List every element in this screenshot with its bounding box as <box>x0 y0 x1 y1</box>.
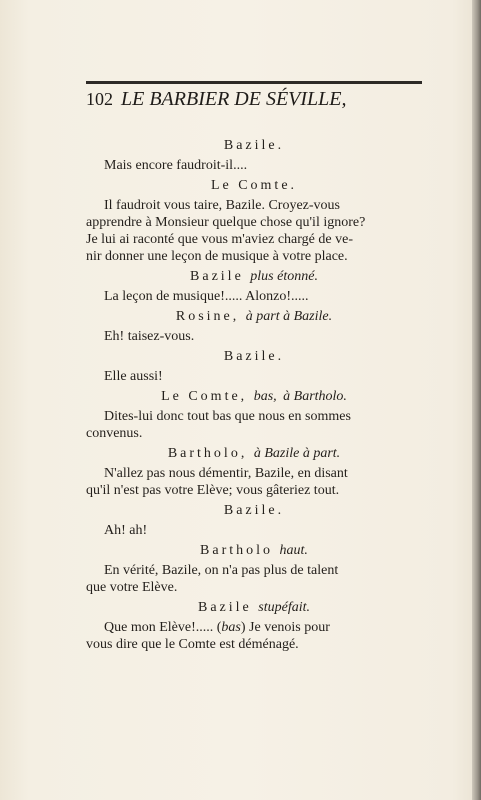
line: Eh! taisez-vous. <box>104 329 195 344</box>
line: En vérité, Bazile, on n'a pas plus de talent <box>104 563 339 578</box>
line: convenus. <box>86 426 143 441</box>
stage-direction: à part à Bazile. <box>245 309 333 324</box>
speaker-name: Bartholo, <box>167 446 248 461</box>
speaker-name: Bazile <box>198 600 252 615</box>
running-title: LE BARBIER DE SÉVILLE, <box>121 88 347 110</box>
stage-direction: à Bazile à part. <box>253 446 341 461</box>
line-part: ) Je venois pour <box>240 620 330 635</box>
line: vous dire que le Comte est déménagé. <box>86 637 299 652</box>
line: Elle aussi! <box>104 369 163 384</box>
speaker-rosine <box>86 308 422 326</box>
speaker-bazile: Bazile. <box>223 138 285 153</box>
speaker-bazile <box>86 599 422 617</box>
line: nir donner une leçon de musique à votre place. <box>86 249 348 264</box>
line: Mais encore faudroit-il.... <box>104 158 248 173</box>
stage-direction: bas, <box>253 389 277 404</box>
line: Dites-lui donc tout bas que nous en sommes <box>104 409 351 424</box>
stage-direction: à Bartholo. <box>283 389 347 404</box>
line: N'allez pas nous démentir, Bazile, en disant <box>104 466 348 481</box>
line <box>86 619 422 636</box>
line: Il faudroit vous taire, Bazile. Croyez-vous <box>104 198 340 213</box>
line: La leçon de musique!..... Alonzo!..... <box>104 289 309 304</box>
speaker-name: Bartholo <box>200 543 274 558</box>
running-header <box>86 88 422 111</box>
speaker-name: Rosine, <box>175 309 240 324</box>
stage-direction: stupéfait. <box>258 600 310 615</box>
stage-direction: haut. <box>279 543 308 558</box>
page-number: 102 <box>86 89 113 109</box>
speaker-le-comte: Le Comte. <box>210 178 298 193</box>
speaker-bartholo <box>86 445 422 463</box>
speaker-name: Bazile <box>190 269 244 284</box>
speaker-bazile: Bazile. <box>223 349 285 364</box>
line-part: Que mon Elève!..... ( <box>104 620 222 635</box>
line: Je lui ai raconté que vous m'aviez chargé de ve- <box>86 232 353 247</box>
aside-direction: bas <box>221 620 241 635</box>
speaker-bartholo <box>86 542 422 560</box>
page-edge <box>472 0 481 800</box>
line: qu'il n'est pas votre Elève; vous gâteriez tout. <box>86 483 340 498</box>
speaker-bazile <box>86 268 422 286</box>
speaker-bazile: Bazile. <box>223 503 285 518</box>
stage-direction: plus étonné. <box>250 269 318 284</box>
page-text <box>86 134 422 653</box>
speaker-name: Le Comte, <box>161 389 248 404</box>
speaker-le-comte <box>86 388 422 406</box>
line: apprendre à Monsieur quelque chose qu'il ignore? <box>86 215 366 230</box>
line: que votre Elève. <box>86 580 178 595</box>
line: Ah! ah! <box>104 523 148 538</box>
header-rule <box>86 81 422 84</box>
